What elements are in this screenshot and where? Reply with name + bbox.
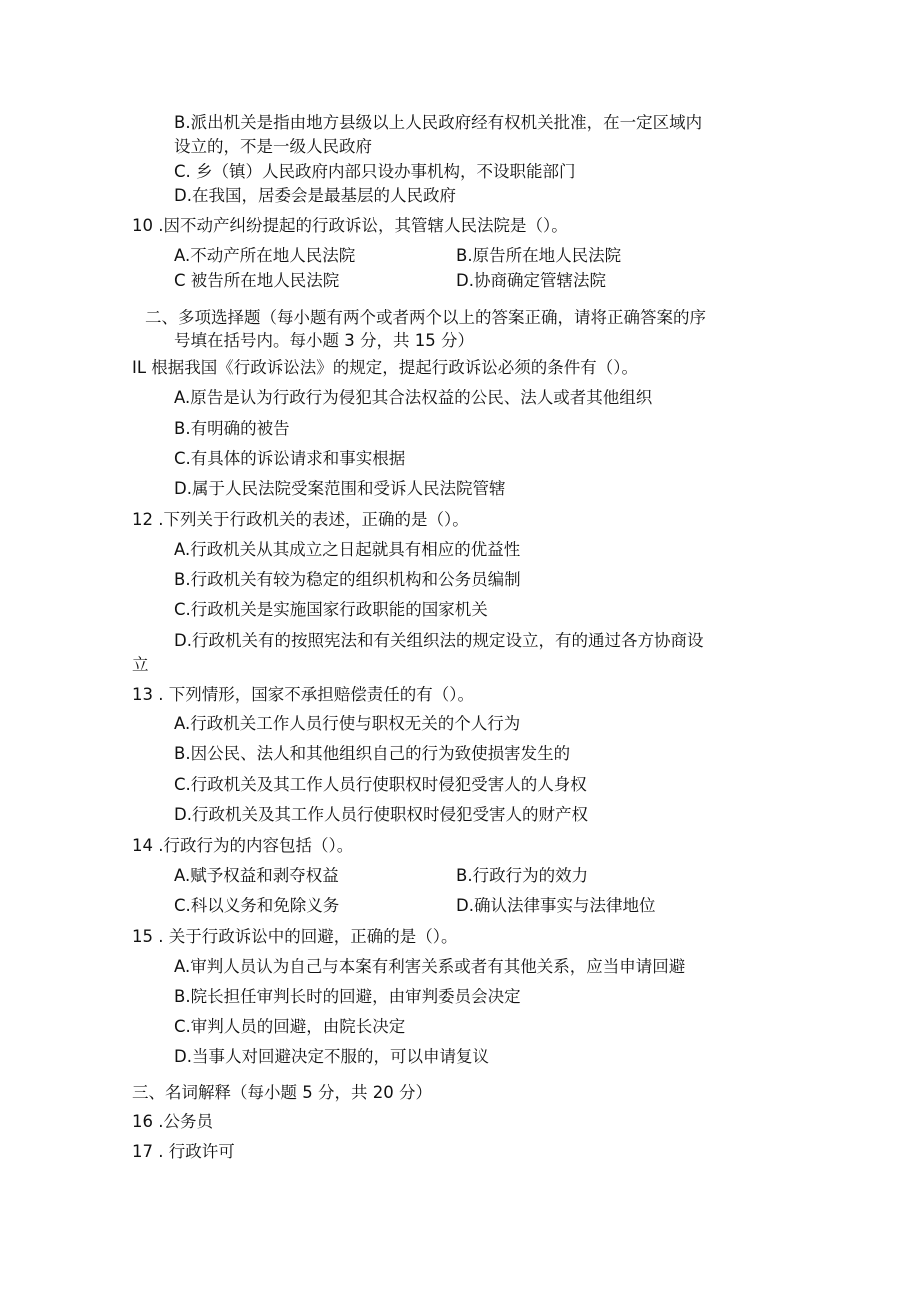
- q13-option-b: B.因公民、法人和其他组织自己的行为致使损害发生的: [174, 744, 571, 763]
- q11-option-d: D.属于人民法院受案范围和受诉人民法院管辖: [174, 479, 506, 498]
- section2-heading-line1: 二、多项选择题（每小题有两个或者两个以上的答案正确，请将正确答案的序: [145, 308, 706, 327]
- q12-option-d-line2: 立: [132, 655, 149, 674]
- q9-option-d: D.在我国，居委会是最基层的人民政府: [174, 186, 456, 205]
- q14-option-b: B.行政行为的效力: [456, 866, 589, 885]
- q10-stem: 10 .因不动产纠纷提起的行政诉讼，其管辖人民法院是（）。: [132, 216, 568, 235]
- q13-stem: 13 . 下列情形，国家不承担赔偿责任的有（）。: [132, 685, 474, 704]
- q15-option-d: D.当事人对回避决定不服的，可以申请复议: [174, 1047, 489, 1066]
- q11-option-c: C.有具体的诉讼请求和事实根据: [174, 449, 406, 468]
- q10-option-a: A.不动产所在地人民法院: [174, 246, 356, 265]
- section2-heading-line2: 号填在括号内。每小题 3 分，共 15 分）: [174, 331, 474, 350]
- q14-stem: 14 .行政行为的内容包括（）。: [132, 836, 354, 855]
- q10-option-b: B.原告所在地人民法院: [456, 246, 622, 265]
- q14-option-c: C.科以义务和免除义务: [174, 896, 340, 915]
- q10-option-c: C 被告所在地人民法院: [174, 271, 340, 290]
- q13-option-c: C.行政机关及其工作人员行使职权时侵犯受害人的人身权: [174, 775, 587, 794]
- q16-stem: 16 .公务员: [132, 1112, 213, 1131]
- q11-stem: IL 根据我国《行政诉讼法》的规定，提起行政诉讼必须的条件有（）。: [132, 358, 639, 377]
- q12-option-a: A.行政机关从其成立之日起就具有相应的优益性: [174, 540, 521, 559]
- q14-option-a: A.赋予权益和剥夺权益: [174, 866, 339, 885]
- q11-option-b: B.有明确的被告: [174, 419, 290, 438]
- q14-option-d: D.确认法律事实与法律地位: [456, 896, 656, 915]
- q17-stem: 17 . 行政许可: [132, 1142, 235, 1161]
- q9-option-b-line2: 设立的，不是一级人民政府: [174, 137, 372, 156]
- q12-option-c: C.行政机关是实施国家行政职能的国家机关: [174, 600, 488, 619]
- q12-option-d-line1: D.行政机关有的按照宪法和有关组织法的规定设立，有的通过各方协商设: [174, 631, 704, 650]
- q13-option-d: D.行政机关及其工作人员行使职权时侵犯受害人的财产权: [174, 805, 588, 824]
- q15-option-b: B.院长担任审判长时的回避，由审判委员会决定: [174, 987, 521, 1006]
- q13-option-a: A.行政机关工作人员行使与职权无关的个人行为: [174, 714, 521, 733]
- q15-option-a: A.审判人员认为自己与本案有利害关系或者有其他关系，应当申请回避: [174, 957, 686, 976]
- q9-option-c: C. 乡（镇）人民政府内部只设办事机构，不设职能部门: [174, 162, 576, 181]
- q9-option-b-line1: B.派出机关是指由地方县级以上人民政府经有权机关批准，在一定区域内: [174, 113, 703, 132]
- q12-option-b: B.行政机关有较为稳定的组织机构和公务员编制: [174, 570, 521, 589]
- q15-option-c: C.审判人员的回避，由院长决定: [174, 1017, 406, 1036]
- q11-option-a: A.原告是认为行政行为侵犯其合法权益的公民、法人或者其他组织: [174, 388, 653, 407]
- q12-stem: 12 .下列关于行政机关的表述，正确的是（）。: [132, 510, 469, 529]
- section3-heading: 三、名词解释（每小题 5 分，共 20 分）: [132, 1083, 432, 1102]
- q15-stem: 15 . 关于行政诉讼中的回避，正确的是（）。: [132, 927, 458, 946]
- q10-option-d: D.协商确定管辖法院: [456, 271, 606, 290]
